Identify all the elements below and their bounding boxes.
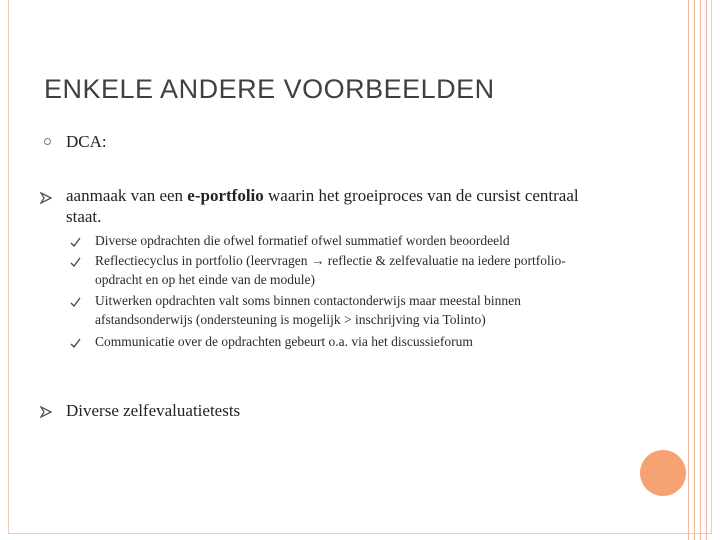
slide-title: ENKELE ANDERE VOORBEELDEN [44, 74, 495, 104]
decorative-right-strip [684, 0, 720, 540]
subitem-3-line2: afstandsonderwijs (ondersteuning is mogelijk > inschrijving via Tolinto) [95, 312, 486, 327]
item-eportfolio-text-before: aanmaak van een [66, 186, 188, 205]
circle-bullet-icon [44, 138, 51, 145]
check-icon [70, 237, 81, 248]
item-dca: DCA: [66, 132, 107, 151]
item-eportfolio-bold: e-portfolio [187, 186, 264, 205]
subitem-1: Diverse opdrachten die ofwel formatief ofwel summatief worden beoordeeld [95, 233, 510, 248]
check-icon [70, 257, 81, 268]
check-icon [70, 297, 81, 308]
item-eportfolio-line1 [66, 186, 579, 206]
item-eportfolio-text-after: waarin het groeiproces van de cursist centraal [263, 186, 579, 205]
subitem-4: Communicatie over de opdrachten gebeurt o.a. via het discussieforum [95, 334, 473, 349]
item-eportfolio-line2: staat. [66, 207, 102, 226]
subitem-2-line2: opdracht en op het einde van de module) [95, 272, 316, 287]
check-icon [70, 338, 81, 349]
decorative-orange-circle [640, 450, 686, 496]
subitem-2-line1: Reflectiecyclus in portfolio (leervragen → reflectie & zelfevaluatie na iedere portfolio- [95, 253, 566, 268]
item-zelfevaluatietests: Diverse zelfevaluatietests [66, 401, 241, 420]
subitem-3-line1: Uitwerken opdrachten valt soms binnen contactonderwijs maar meestal binnen [95, 293, 521, 308]
